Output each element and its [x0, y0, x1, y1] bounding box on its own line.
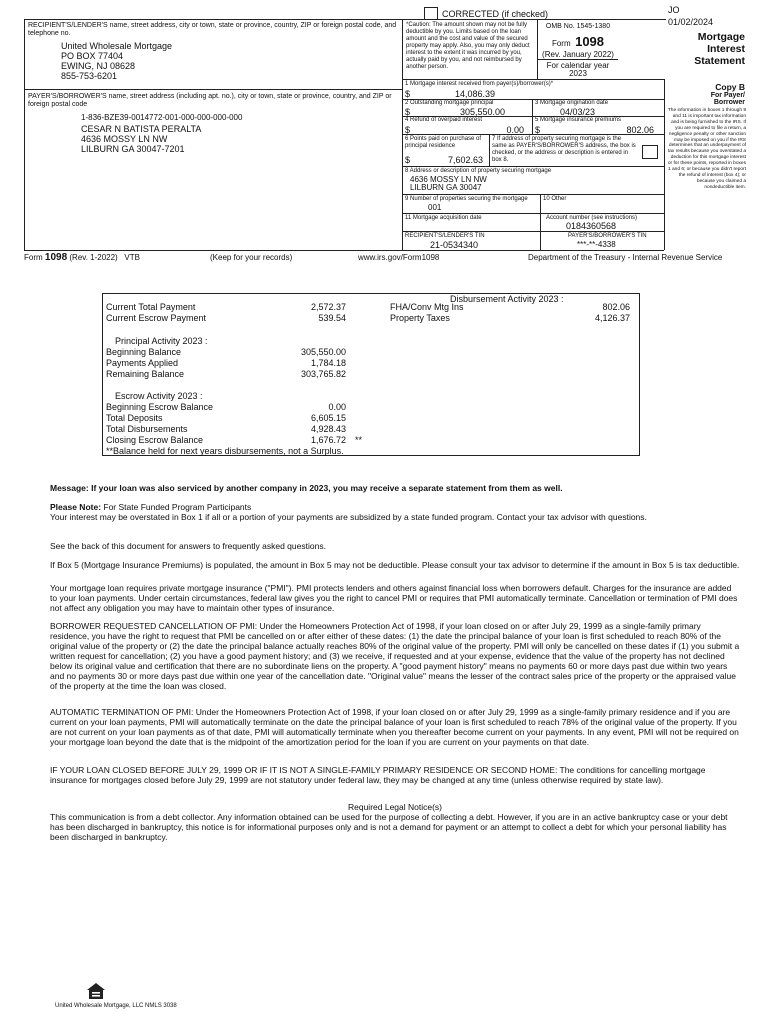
current-escrow-value: 539.54	[318, 313, 346, 323]
escrow-title: Escrow Activity 2023 :	[115, 391, 203, 401]
omb-number: OMB No. 1545-1380	[545, 23, 611, 30]
title-line-2: Interest	[707, 43, 745, 55]
payer-name: CESAR N BATISTA PERALTA	[81, 124, 202, 134]
principal-row-3-label: Remaining Balance	[106, 369, 185, 379]
current-escrow-label: Current Escrow Payment	[106, 313, 207, 323]
box7-checkbox[interactable]	[642, 145, 658, 159]
footer-form-word: Form	[24, 253, 43, 262]
box1-value: 14,086.39	[455, 89, 496, 99]
summary-footnote: **Balance held for next years disbursements, not a Surplus.	[106, 446, 344, 456]
company-nmls: United Wholesale Mortgage, LLC NMLS 3038	[55, 1003, 177, 1009]
box8-label: 8 Address or description of property securing mortgage	[405, 168, 552, 174]
message-notice: Message: If your loan was also serviced by another company in 2023, you may receive a separate statement from them as well.	[50, 483, 563, 493]
principal-row-2-value: 1,784.18	[310, 358, 346, 368]
pre-1999-notice: IF YOUR LOAN CLOSED BEFORE JULY 29, 1999 OR IF IT IS NOT A SINGLE-FAMILY PRIMARY RESIDENCE OR SECOND HOME: The conditions for cancelling mortgage insurance for mortgages closed before July 29, 1999 are not statutory under federal law, they may be changed at any time (unless otherwise required by state law).	[50, 765, 706, 785]
footer-url: www.irs.gov/Form1098	[358, 253, 440, 262]
recipient-label: RECIPIENT'S/LENDER'S name, street address, city or town, state or province, country, ZIP or foreign postal code, and telephone no.	[28, 22, 397, 37]
footer-dept: Department of the Treasury - Internal Revenue Service	[528, 253, 723, 262]
copy-b-title: Copy B	[715, 82, 745, 92]
payer-addr2: LILBURN GA 30047-7201	[81, 144, 185, 154]
copy-b-text: The information in boxes 1 through 9 and 11 is important tax information and is being furnished to the IRS. If you are required to file a return, a negligence penalty or other sanction may be imposed on you if the IRS determines that an underpayment of tax results because you overstated a deduction for this mortgage interest or for these points, reported in boxes 1 and 6; or because you didn't report the refund of interest (box 4); or because you claimed a nondeductible item.	[667, 108, 746, 190]
payer-addr1: 4636 MOSSY LN NW	[81, 134, 168, 144]
escrow-row-3-label: Total Disbursements	[106, 424, 188, 434]
closing-escrow-mark: **	[355, 435, 363, 445]
corrected-label: CORRECTED (if checked)	[442, 9, 549, 19]
box9-label: 9 Number of properties securing the mortgage	[405, 196, 528, 202]
title-line-1: Mortgage	[697, 31, 745, 43]
please-note-body: Your interest may be overstated in Box 1 if all or a portion of your payments are subsidized by a state funded program. Contact your tax advisor with questions.	[50, 512, 647, 522]
box5-notice: If Box 5 (Mortgage Insurance Premiums) is populated, the amount in Box 5 may not be deductible. Please consult your tax advisor to determine if the amount in Box 5 is tax deductible.	[50, 560, 740, 570]
box3-value: 04/03/23	[560, 107, 596, 117]
pmi-notice: Your mortgage loan requires private mortgage insurance ("PMI"). PMI protects lenders and others against financial loss when borrowers default. Charges for the insurance are added to your loan payments. Under certain circumstances, federal law gives you the right to cancel PMI or requires that PMI automatically terminate. Cancellation or termination of PMI does not affect any obligation you may have to maintain other types of insurance.	[50, 583, 738, 613]
escrow-row-3-value: 4,928.43	[310, 424, 346, 434]
escrow-row-1-label: Beginning Escrow Balance	[106, 402, 214, 412]
see-back-notice: See the back of this document for answers to frequently asked questions.	[50, 541, 326, 551]
disbursement-row-1-value: 802.06	[602, 302, 630, 312]
copy-b-sub2: Borrower	[713, 99, 745, 106]
box2-dollar: $	[405, 107, 411, 117]
account-label: Account number (see instructions)	[546, 215, 638, 221]
box8-line1: 4636 MOSSY LN NW	[410, 175, 487, 184]
footer-vtb: VTB	[124, 253, 140, 262]
principal-row-1-label: Beginning Balance	[106, 347, 182, 357]
calendar-year-label: For calendar year	[546, 61, 610, 70]
box3-label: 3 Mortgage origination date	[535, 100, 609, 106]
equal-housing-icon	[86, 982, 106, 1000]
payer-account-line: 1-836-BZE39-0014772-001-000-000-000-000	[81, 113, 243, 122]
box10-label: 10 Other	[543, 196, 567, 202]
current-total-label: Current Total Payment	[106, 302, 196, 312]
disbursement-row-2-label: Property Taxes	[390, 313, 450, 323]
legal-notice-body: This communication is from a debt collector. Any information obtained can be used for the purpose of collecting a debt. However, if you are in an active bankruptcy case or your debt has been discharged in bankruptcy, this notice is for informational purposes only and is not a demand for payment or an attempt to collect a debt for which your personal liability has been discharged in bankruptcy.	[50, 812, 728, 842]
box6-value: 7,602.63	[447, 155, 483, 165]
box4-value: 0.00	[506, 125, 524, 135]
statement-date: 01/02/2024	[668, 17, 714, 27]
box9-value: 001	[428, 203, 442, 212]
box4-dollar: $	[405, 125, 411, 135]
box7-label: 7 If address of property securing mortgage is the same as PAYER'S/BORROWER'S address, the box is checked, or the address or description is entered in box 8.	[492, 136, 636, 163]
disbursement-row-2-value: 4,126.37	[594, 313, 630, 323]
box6-dollar: $	[405, 155, 411, 165]
please-note-label: Please Note:	[50, 502, 102, 512]
escrow-row-2-value: 6,605.15	[310, 413, 346, 423]
recipient-addr2: EWING, NJ 08628	[61, 61, 136, 71]
principal-row-2-label: Payments Applied	[106, 358, 179, 368]
automatic-termination-notice: AUTOMATIC TERMINATION OF PMI: Under the Homeowners Protection Act of 1998, if your loan closed on or after July 29, 1999 as a single-family primary residence and if you are current on your loan payments, PMI will automatically terminate on the date the principal balance of your loan is first scheduled to reach 78% of the original value of the property. If you are not current on your loan payments as of that date, PMI will automatically terminate when you thereafter become current on your payments. In any event, PMI will not be required on your mortgage loan beyond the date that is the midpoint of the amortization period for the loan if you are current on your payments on that date.	[50, 707, 739, 747]
box4-label: 4 Refund of overpaid interest	[405, 117, 483, 123]
account-value: 0184360568	[566, 221, 617, 231]
copy-b-sub1: For Payer/	[710, 92, 745, 99]
payer-tin-label: PAYER'S/BORROWER'S TIN	[568, 233, 647, 239]
box11-label: 11 Mortgage acquisition date	[405, 215, 482, 221]
recipient-addr1: PO BOX 77404	[61, 51, 124, 61]
borrower-cancellation-notice: BORROWER REQUESTED CANCELLATION OF PMI: Under the Homeowners Protection Act of 1998, if your loan closed on or after July 29, 1999 as a single-family primary residence, you have the right to request that PMI be cancelled on or after either of these dates: (1) the date the principal balance of your loan is first scheduled to reach 80% of the original value of the property or (2) the date the principal balance actually reaches 80% of the original value of the property. PMI will only be cancelled on these dates if (1) you submit a written request for cancellation; (2) you have a good payment history; and (3) we receive, if requested and at your expense, evidence that the value of the property has not declined below its original value and certification that there are no subordinate liens on the property. A "good payment history" means no payments 60 or more days past due within two years and no payments 30 or more days past due within one year of the cancellation date. "Original value" means the lesser of the contract sales price of the property or the appraised value of the property at the time the loan was closed.	[50, 621, 740, 691]
corner-code: JO	[668, 5, 680, 15]
box1-dollar: $	[405, 89, 411, 99]
recipient-phone: 855-753-6201	[61, 71, 118, 81]
footer-keep: (Keep for your records)	[210, 253, 293, 262]
principal-row-1-value: 305,550.00	[300, 347, 346, 357]
box2-label: 2 Outstanding mortgage principal	[405, 100, 494, 106]
escrow-row-4-value: 1,676.72	[310, 435, 346, 445]
box8-line2: LILBURN GA 30047	[410, 183, 482, 192]
box1-label: 1 Mortgage interest received from payer(s)/borrower(s)*	[405, 81, 554, 87]
footer-form-rev: (Rev. 1-2022)	[69, 253, 118, 262]
escrow-row-2-label: Total Deposits	[106, 413, 163, 423]
please-note-heading	[50, 502, 740, 512]
form-no: 1098	[575, 34, 605, 49]
box5-label: 5 Mortgage insurance premiums	[535, 117, 622, 123]
title-line-3: Statement	[694, 55, 745, 67]
principal-title: Principal Activity 2023 :	[115, 336, 208, 346]
footer-form-no: 1098	[44, 252, 68, 263]
payer-tin-value: ***-**-4338	[577, 240, 616, 249]
current-total-value: 2,572.37	[310, 302, 346, 312]
box5-value: 802.06	[626, 125, 654, 135]
principal-row-3-value: 303,765.82	[300, 369, 346, 379]
caution-text: *Caution: The amount shown may not be fully deductible by you. Limits based on the loan amount and the cost and value of the secured property may apply. Also, you may only deduct interest to the extent it was incurred by you, actually paid by you, and not reimbursed by another person.	[406, 22, 530, 70]
form-number	[538, 33, 618, 51]
recipient-tin-value: 21-0534340	[430, 240, 479, 250]
recipient-tin-label: RECIPIENT'S/LENDER'S TIN	[405, 233, 485, 239]
disbursement-row-1-label: FHA/Conv Mtg Ins	[390, 302, 464, 312]
box6-label: 6 Points paid on purchase of principal residence	[405, 136, 482, 149]
form-word: Form	[551, 39, 571, 48]
form-rev: (Rev. January 2022)	[542, 50, 614, 59]
payer-label: PAYER'S/BORROWER'S name, street address (including apt. no.), city or town, state or province, country, and ZIP or foreign postal code	[28, 93, 392, 108]
legal-notice-title: Required Legal Notice(s)	[347, 802, 443, 812]
form-footer-id	[24, 253, 140, 262]
box5-dollar: $	[535, 125, 541, 135]
disbursement-title: Disbursement Activity 2023 :	[450, 294, 564, 304]
calendar-year: 2023	[569, 69, 587, 78]
recipient-name: United Wholesale Mortgage	[61, 41, 173, 51]
please-note-subject: For State Funded Program Participants	[101, 502, 252, 512]
escrow-row-4-label: Closing Escrow Balance	[106, 435, 204, 445]
form-title	[640, 31, 745, 67]
escrow-row-1-value: 0.00	[328, 402, 346, 412]
box2-value: 305,550.00	[460, 107, 506, 117]
